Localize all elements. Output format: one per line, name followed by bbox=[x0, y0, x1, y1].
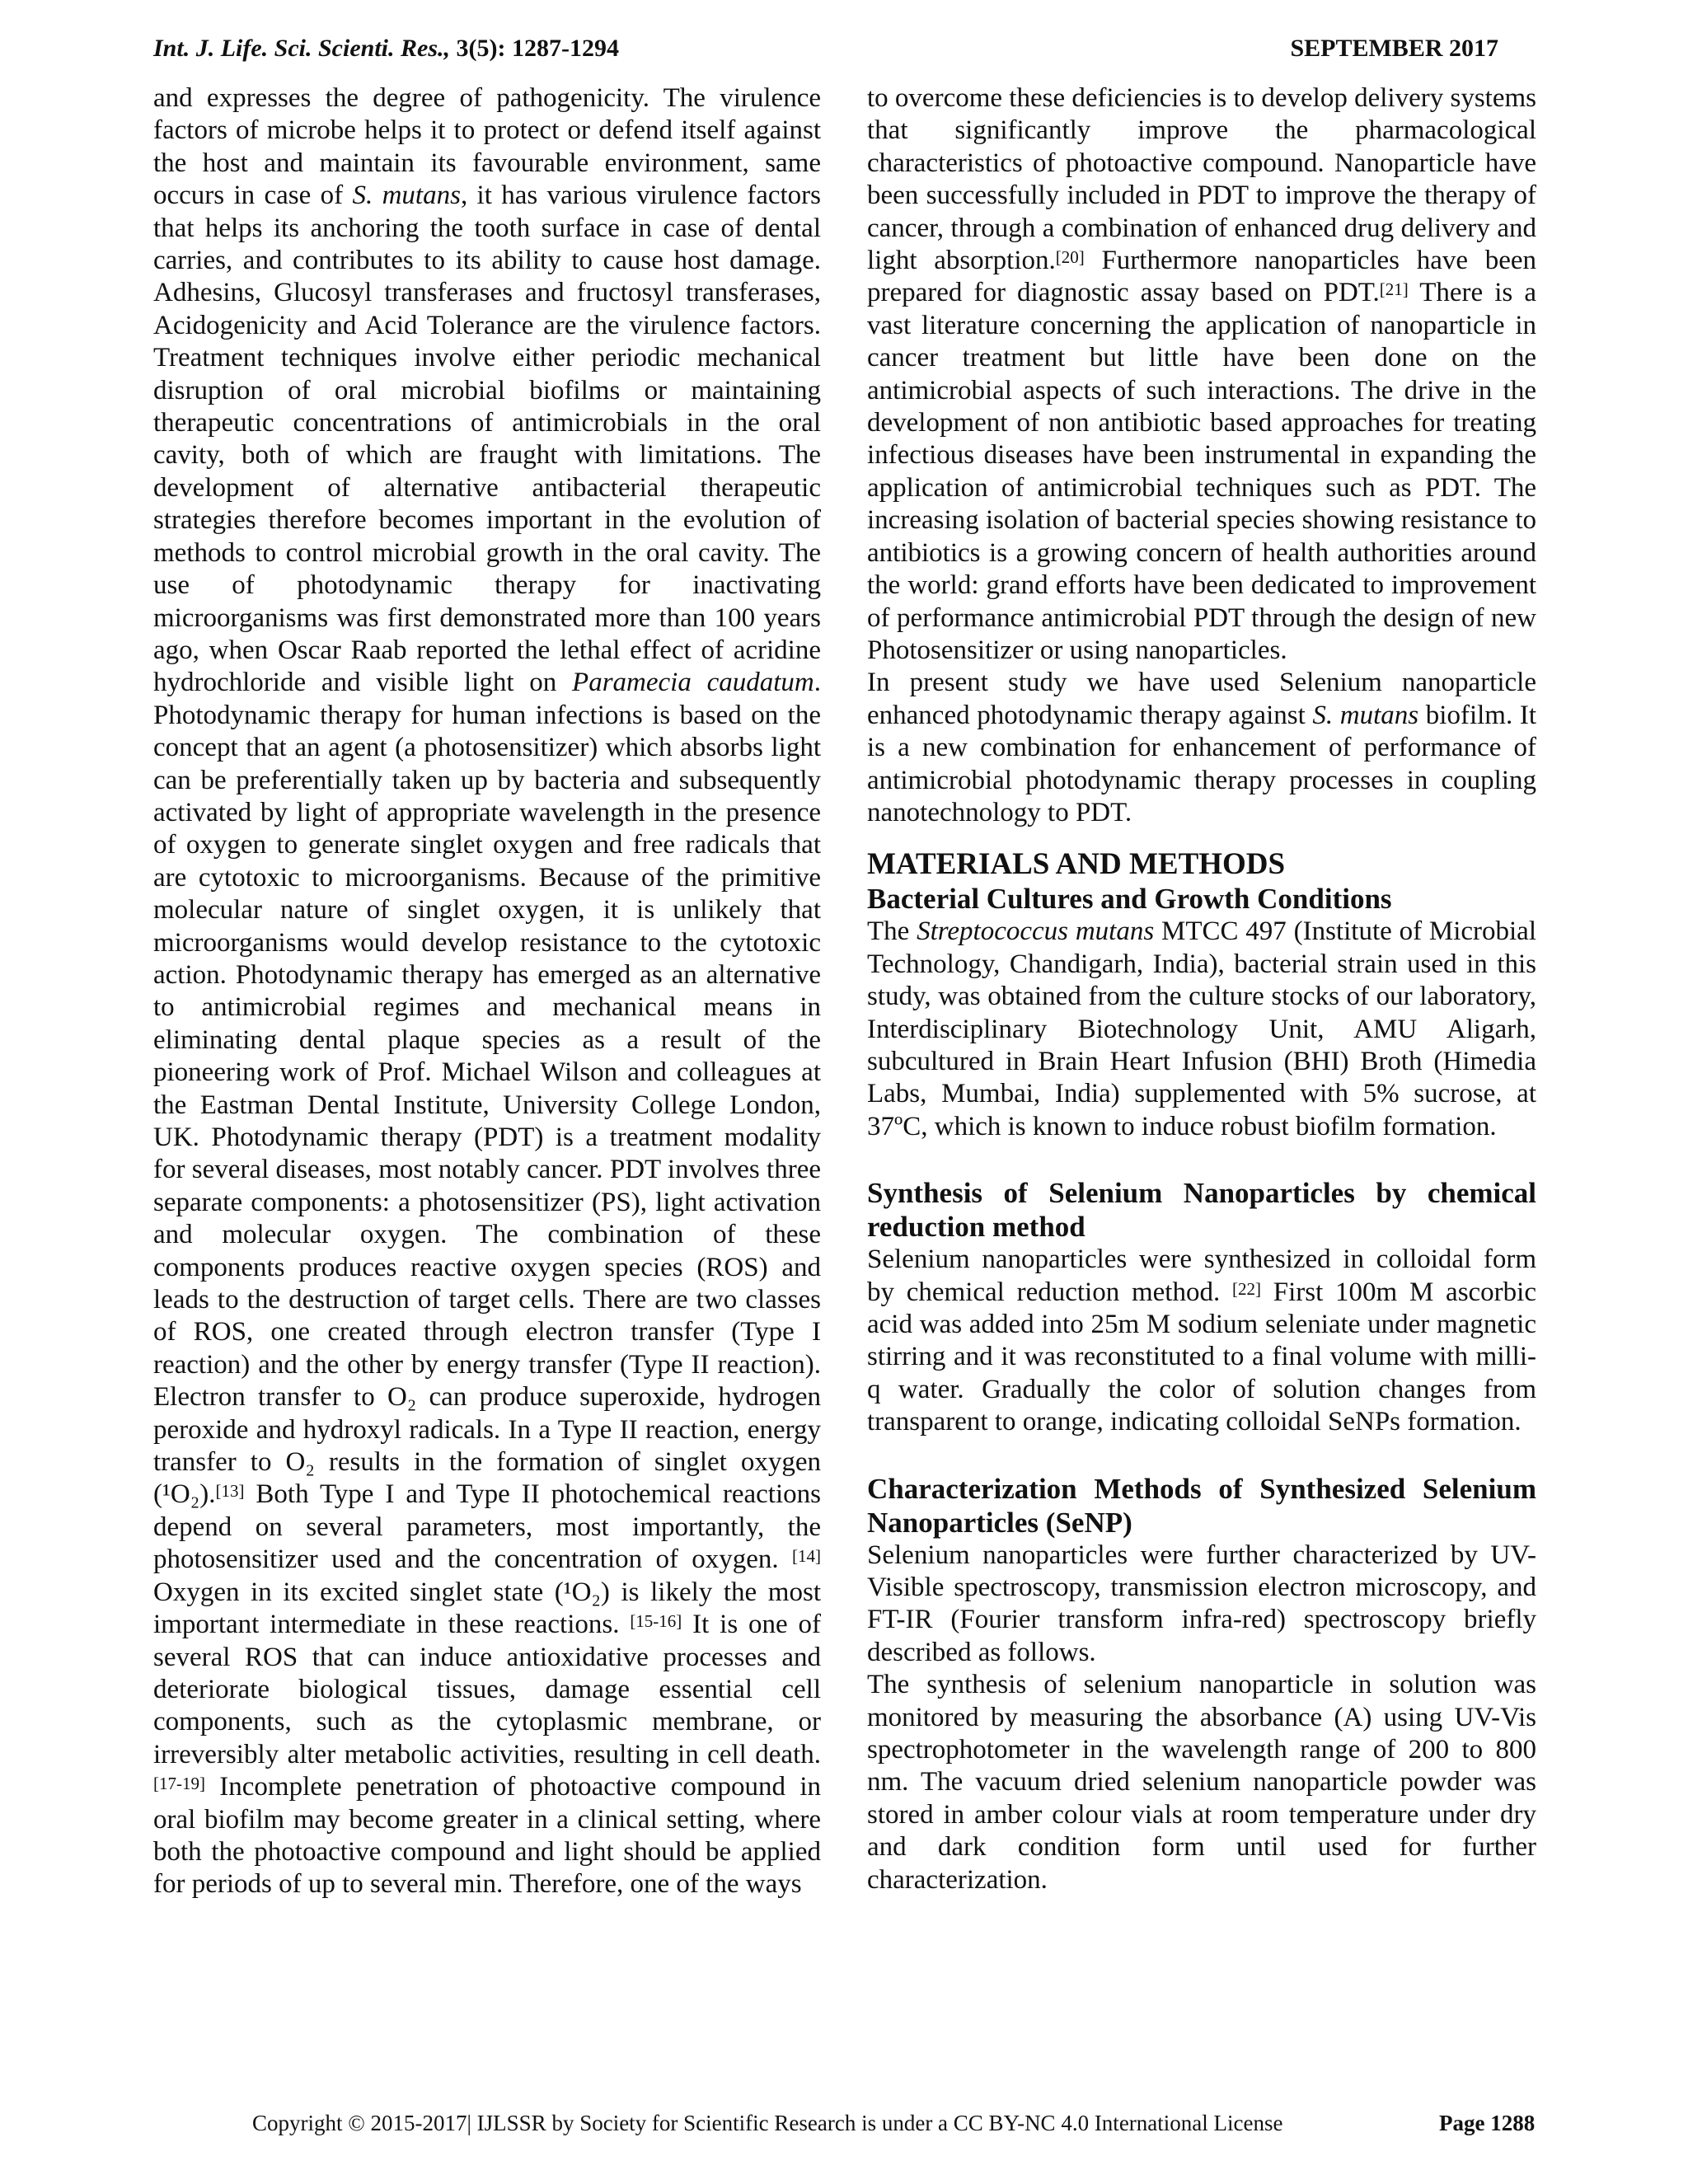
body-paragraph: The synthesis of selenium nanoparticle in solution was monitored by measuring the absorbance (A) using UV-Vis spectrophotometer in the wavelength range of 200 to 800 nm. The vacuum dried selenium nanoparticle powder was stored in amber colour vials at room temperature under dry and dark condition form until used for further characterization. bbox=[867, 1670, 1536, 1895]
citation-ref: [13] bbox=[215, 1481, 245, 1502]
citation-ref: [20] bbox=[1055, 247, 1085, 268]
body-paragraph: Selenium nanoparticles were further characterized by UV-Visible spectroscopy, transmission electron microscopy, and FT-IR (Fourier transform infra-red) spectroscopy briefly described as follows. bbox=[867, 1540, 1536, 1667]
body-paragraph: In present study we have used Selenium nanoparticle enhanced photodynamic therapy against S. mutans biofilm. It is a new combination for enhancement of performance of antimicrobial photodynamic therapy processes in coupling nanotechnology to PDT. bbox=[867, 668, 1537, 827]
species-name: S. mutans bbox=[352, 180, 461, 211]
citation-ref: [17-19] bbox=[153, 1774, 205, 1794]
section-heading: MATERIALS AND METHODS bbox=[867, 847, 1286, 882]
citation-ref: [14] bbox=[792, 1546, 821, 1567]
page-number: Page 1288 bbox=[1439, 2111, 1536, 2135]
citation-ref: [22] bbox=[1231, 1278, 1261, 1299]
citation-ref: [15-16] bbox=[630, 1611, 682, 1632]
issue-date: SEPTEMBER 2017 bbox=[1290, 35, 1498, 62]
citation-ref: [21] bbox=[1379, 279, 1409, 300]
right-column bbox=[867, 82, 1536, 1896]
body-paragraph: to overcome these deficiencies is to develop delivery systems that significantly improve the pharmacological characteristics of photoactive compound. Nanoparticle have been successfully included in PDT to improve the therapy of cancer, through a combination of enhanced drug delivery and light absorption.[20] Furthermore nanoparticles have been prepared for diagnostic assay based on PDT.[21] There is a vast literature concerning the application of nanoparticle in cancer treatment but little have been done on the antimicrobial aspects of such interactions. The drive in the development of non antibiotic based approaches for treating infectious diseases have been instrumental in expanding the application of antimicrobial techniques such as PDT. The increasing isolation of bacterial species showing resistance to antibiotics is a growing concern of health authorities around the world: grand efforts have been dedicated to improvement of performance antimicrobial PDT through the design of new Photosensitizer or using nanoparticles. bbox=[867, 83, 1536, 665]
journal-volume: 3(5): 1287-1294 bbox=[456, 35, 619, 62]
species-name: Paramecia caudatum bbox=[572, 668, 814, 698]
left-column bbox=[153, 82, 821, 1901]
species-name: Streptococcus mutans bbox=[917, 916, 1155, 947]
subsection-heading: Bacterial Cultures and Growth Conditions bbox=[867, 883, 1392, 916]
subsection-heading: Characterization Methods of Synthesized Selenium Nanoparticles (SeNP) bbox=[867, 1472, 1536, 1539]
copyright-notice: Copyright © 2015-2017| IJLSSR by Society for Scientific Research is under a CC BY-NC 4.0 International License bbox=[252, 2111, 1283, 2135]
species-name: S. mutans bbox=[1312, 700, 1419, 730]
journal-name: Int. J. Life. Sci. Scienti. Res., bbox=[153, 35, 450, 62]
journal-citation bbox=[153, 35, 619, 63]
body-paragraph: The Streptococcus mutans MTCC 497 (Institute of Microbial Technology, Chandigarh, India), bacterial strain used in this study, was obtained from the culture stocks of our laboratory, Interdisciplinary Biotechnology Unit, AMU Aligarh, subcultured in Brain Heart Infusion (BHI) Broth (Himedia Labs, Mumbai, India) supplemented with 5% sucrose, at 37ºC, which is known to induce robust biofilm formation. bbox=[867, 916, 1536, 1141]
body-paragraph: and expresses the degree of pathogenicity. The virulence factors of microbe helps it to protect or defend itself against the host and maintain its favourable environment, same occurs in case of S. mutans, it has various virulence factors that helps its anchoring the tooth surface in case of dental carries, and contributes to its ability to cause host damage. Adhesins, Glucosyl transferases and fructosyl transferases, Acidogenicity and Acid Tolerance are the virulence factors. Treatment techniques involve either periodic mechanical disruption of oral microbial biofilms or maintaining therapeutic concentrations of antimicrobials in the oral cavity, both of which are fraught with limitations. The development of alternative antibacterial therapeutic strategies therefore becomes important in the evolution of methods to control microbial growth in the oral cavity. The use of photodynamic therapy for inactivating microorganisms was first demonstrated more than 100 years ago, when Oscar Raab reported the lethal effect of acridine hydrochloride and visible light on Paramecia caudatum. Photodynamic therapy for human infections is based on the concept that an agent (a photosensitizer) which absorbs light can be preferentially taken up by bacteria and subsequently activated by light of appropriate wavelength in the presence of oxygen to generate singlet oxygen and free radicals that are cytotoxic to microorganisms. Because of the primitive molecular nature of singlet oxygen, it is unlikely that microorganisms would develop resistance to the cytotoxic action. Photodynamic therapy has emerged as an alternative to antimicrobial regimes and mechanical means in eliminating dental plaque species as a result of the pioneering work of Prof. Michael Wilson and colleagues at the Eastman Dental Institute, University College London, UK. Photodynamic therapy (PDT) is a treatment modality for several diseases, most notably cancer. PDT involves three separate components: a photosensitizer (PS), light activation and molecular oxygen. The combination of these components produces reactive oxygen species (ROS) and leads to the destruction of target cells. There are two classes of ROS, one created through electron transfer (Type I reaction) and the other by energy transfer (Type II reaction). Electron transfer to O₂ can produce superoxide, hydrogen peroxide and hydroxyl radicals. In a Type II reaction, energy transfer to O₂ results in the formation of singlet oxygen (¹O₂).[13] Both Type I and Type II photochemical reactions depend on several parameters, most importantly, the photosensitizer used and the concentration of oxygen. [14] Oxygen in its excited singlet state (¹O₂) is likely the most important intermediate in these reactions. [15-16] It is one of several ROS that can induce antioxidative processes and deteriorate biological tissues, damage essential cell components, such as the cytoplasmic membrane, or irreversibly alter metabolic activities, resulting in cell death. [17-19] Incomplete penetration of photoactive compound in oral biofilm may become greater in a clinical setting, where both the photoactive compound and light should be applied for periods of up to several min. Therefore, one of the ways bbox=[153, 83, 822, 1900]
subsection-heading: Synthesis of Selenium Nanoparticles by chemical reduction method bbox=[867, 1177, 1536, 1244]
body-paragraph: Selenium nanoparticles were synthesized in colloidal form by chemical reduction method. [22] First 100m M ascorbic acid was added into 25m M sodium seleniate under magnetic stirring and it was reconstituted to a final volume with milli-q water. Gradually the color of solution changes from transparent to orange, indicating colloidal SeNPs formation. bbox=[867, 1244, 1536, 1437]
